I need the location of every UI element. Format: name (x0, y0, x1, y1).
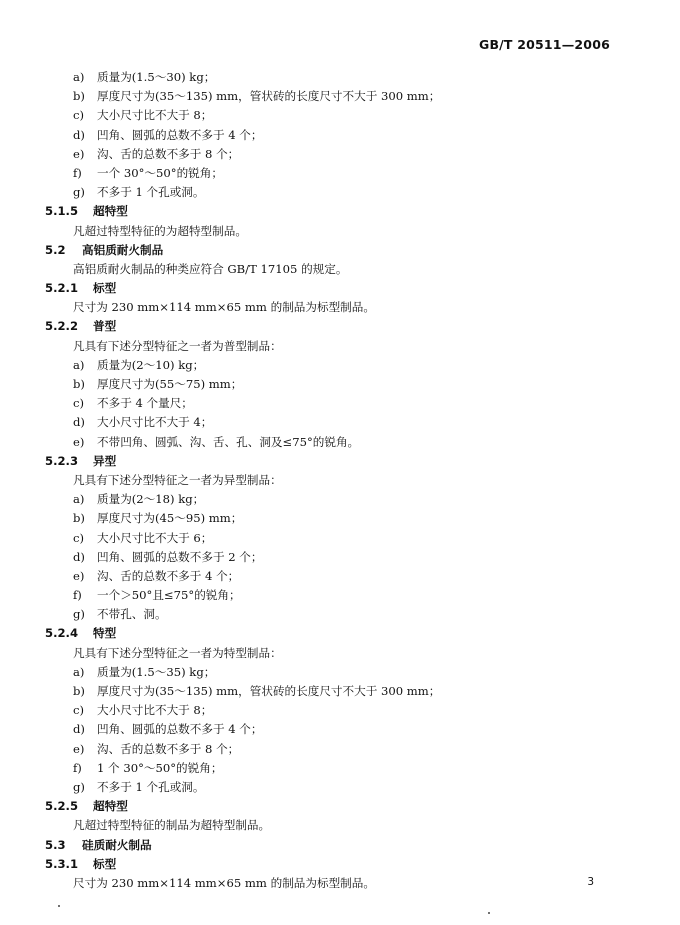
subsection-heading-number: 5.2.4 (45, 626, 79, 641)
subsection-heading (0, 452, 680, 471)
list-item-number: a) (73, 357, 85, 372)
paragraph-text: 高铝质耐火制品的种类应符合 GB/T 17105 的规定。 (73, 261, 348, 276)
list-item (0, 682, 680, 701)
list-item-text: 厚度尺寸为(35～135) mm，管状砖的长度尺寸不大于 300 mm； (97, 89, 441, 104)
subsection-heading-text: 超特型 (93, 799, 128, 814)
list-item-text: 质量为(1.5～35) kg； (97, 664, 216, 679)
paragraph-text: 凡具有下述分型特征之一者为异型制品： (73, 472, 282, 487)
list-item-number: d) (73, 415, 85, 430)
list-item-text: 质量为(1.5～30) kg； (97, 70, 216, 84)
list-item-text: 厚度尺寸为(45～95) mm； (97, 511, 243, 526)
list-item-text: 沟、舌的总数不多于 8 个； (97, 146, 240, 161)
paragraph-text: 凡超过特型特征的为超特型制品。 (73, 223, 247, 238)
list-item-number: d) (73, 722, 85, 737)
paragraph (0, 337, 680, 356)
list-item-text: 不带孔、洞。 (97, 607, 167, 622)
paragraph-text: 尺寸为 230 mm×114 mm×65 mm 的制品为标型制品。 (73, 300, 375, 315)
subsection-heading (0, 202, 680, 221)
list-item-text: 1 个 30°～50°的锐角； (97, 760, 223, 775)
subsection-heading (0, 797, 680, 816)
paragraph-text: 凡具有下述分型特征之一者为特型制品： (73, 645, 282, 660)
subsection-heading-text: 标型 (93, 856, 117, 871)
list-item-number: a) (73, 492, 85, 507)
list-item (0, 394, 680, 413)
list-item-text: 一个＞50°且≤75°的锐角； (97, 588, 241, 603)
list-item-number: f) (73, 760, 82, 775)
subsection-heading (0, 855, 680, 874)
list-item-text: 大小尺寸比不大于 6； (97, 530, 213, 545)
list-item (0, 164, 680, 183)
list-item-text: 沟、舌的总数不多于 8 个； (97, 741, 240, 756)
list-item-number: e) (73, 434, 85, 449)
section-heading (0, 836, 680, 855)
list-item-number: f) (73, 165, 82, 180)
list-item-number: d) (73, 549, 85, 564)
list-item (0, 106, 680, 125)
subsection-heading-text: 普型 (93, 319, 117, 334)
list-item (0, 413, 680, 432)
paragraph (0, 874, 680, 893)
subsection-heading (0, 624, 680, 643)
list-item-number: b) (73, 377, 85, 391)
subsection-heading-number: 5.2.5 (45, 799, 79, 814)
list-item-text: 质量为(2～10) kg； (97, 357, 205, 372)
list-item (0, 145, 680, 164)
subsection-heading-text: 特型 (93, 626, 117, 641)
subsection-heading-number: 5.2.2 (45, 319, 79, 334)
list-item-number: a) (73, 664, 85, 679)
list-item (0, 126, 680, 145)
list-item (0, 375, 680, 394)
list-item-text: 不多于 1 个孔或洞。 (97, 779, 205, 794)
paragraph-text: 凡超过特型特征的制品为超特型制品。 (73, 818, 271, 833)
list-item-text: 不带凹角、圆弧、沟、舌、孔、洞及≤75°的锐角。 (97, 434, 360, 449)
list-item-text: 厚度尺寸为(55～75) mm； (97, 377, 243, 391)
list-item-number: e) (73, 741, 85, 756)
section-heading-number: 5.2 (45, 242, 66, 257)
list-item-number: g) (73, 185, 85, 200)
list-item-number: f) (73, 588, 82, 603)
list-item-text: 凹角、圆弧的总数不多于 4 个； (97, 722, 263, 737)
list-item-number: d) (73, 127, 85, 142)
list-item-text: 大小尺寸比不大于 4； (97, 415, 213, 430)
list-item-number: b) (73, 684, 85, 698)
list-item-text: 凹角、圆弧的总数不多于 4 个； (97, 127, 263, 142)
list-item-text: 大小尺寸比不大于 8； (97, 703, 213, 718)
list-item-number: c) (73, 703, 85, 718)
paragraph (0, 816, 680, 835)
list-item (0, 586, 680, 605)
list-item (0, 605, 680, 624)
list-item (0, 663, 680, 682)
list-item (0, 356, 680, 375)
list-item-text: 一个 30°～50°的锐角； (97, 165, 223, 180)
subsection-heading (0, 279, 680, 298)
list-item (0, 433, 680, 452)
list-item (0, 720, 680, 739)
list-item (0, 529, 680, 548)
list-item (0, 183, 680, 202)
section-heading-number: 5.3 (45, 837, 66, 852)
list-item (0, 548, 680, 567)
list-item-number: e) (73, 568, 85, 583)
list-item-number: b) (73, 511, 85, 526)
list-item-number: c) (73, 396, 85, 411)
subsection-heading-text: 标型 (93, 281, 117, 296)
paragraph-text: 凡具有下述分型特征之一者为普型制品： (73, 338, 282, 353)
list-item (0, 490, 680, 509)
list-item (0, 778, 680, 797)
subsection-heading-text: 异型 (93, 453, 117, 468)
scan-speck (58, 905, 60, 907)
list-item (0, 567, 680, 586)
document-body (0, 68, 680, 893)
list-item-text: 厚度尺寸为(35～135) mm，管状砖的长度尺寸不大于 300 mm； (97, 684, 441, 698)
standard-code: GB/T 20511—2006 (478, 37, 610, 52)
list-item-text: 凹角、圆弧的总数不多于 2 个； (97, 549, 263, 564)
list-item-number: a) (73, 70, 85, 84)
paragraph (0, 260, 680, 279)
subsection-heading-number: 5.2.1 (45, 281, 79, 296)
section-heading (0, 241, 680, 260)
scan-speck (488, 912, 490, 914)
subsection-heading-text: 超特型 (93, 204, 128, 219)
section-heading-text: 高铝质耐火制品 (82, 242, 164, 257)
list-item-number: e) (73, 146, 85, 161)
paragraph-text: 尺寸为 230 mm×114 mm×65 mm 的制品为标型制品。 (73, 875, 375, 890)
paragraph (0, 471, 680, 490)
paragraph (0, 222, 680, 241)
list-item (0, 701, 680, 720)
subsection-heading (0, 317, 680, 336)
list-item-text: 不多于 1 个孔或洞。 (97, 185, 205, 200)
list-item-text: 大小尺寸比不大于 8； (97, 108, 213, 123)
list-item-number: c) (73, 530, 85, 545)
subsection-heading-number: 5.1.5 (45, 204, 79, 219)
list-item (0, 740, 680, 759)
subsection-heading-number: 5.3.1 (45, 856, 79, 871)
list-item-text: 沟、舌的总数不多于 4 个； (97, 568, 240, 583)
page-number: 3 (587, 876, 594, 888)
list-item (0, 759, 680, 778)
list-item (0, 509, 680, 528)
list-item-number: g) (73, 607, 85, 622)
list-item (0, 87, 680, 106)
list-item-text: 不多于 4 个量尺； (97, 396, 193, 411)
list-item-number: b) (73, 89, 85, 104)
section-heading-text: 硅质耐火制品 (82, 837, 152, 852)
list-item-number: g) (73, 779, 85, 794)
list-item-number: c) (73, 108, 85, 123)
subsection-heading-number: 5.2.3 (45, 453, 79, 468)
list-item (0, 68, 680, 87)
paragraph (0, 298, 680, 317)
paragraph (0, 644, 680, 663)
list-item-text: 质量为(2～18) kg； (97, 492, 205, 507)
